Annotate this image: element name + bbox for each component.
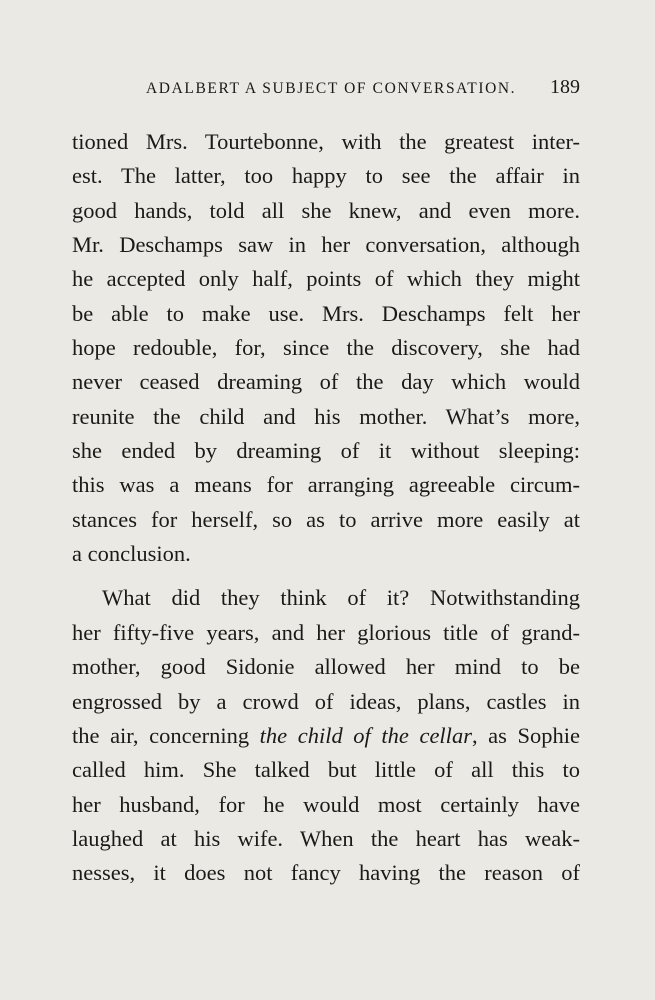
text-line: be able to make use. Mrs. Deschamps felt her <box>72 300 580 326</box>
body-text <box>72 125 580 891</box>
text-line: tioned Mrs. Tourtebonne, with the greatest inter- <box>72 129 580 154</box>
text-line: he accepted only half, points of which they might <box>72 266 580 292</box>
text-line: never ceased dreaming of the day which would <box>72 369 580 395</box>
text-line: she ended by dreaming of it without sleeping: <box>72 438 580 464</box>
italic-phrase: the child of the cellar <box>259 722 472 748</box>
text-line: reunite the child and his mother. What’s more, <box>72 403 580 429</box>
text-line: What did they think of it? Notwithstanding <box>102 585 580 611</box>
paragraph-1 <box>72 125 580 571</box>
text-line: a conclusion. <box>72 541 191 567</box>
text-line: called him. She talked but little of all this to <box>72 757 580 783</box>
text-line: stances for herself, so as to arrive more easily at <box>72 506 580 532</box>
text-line: her husband, for he would most certainly have <box>72 791 580 817</box>
paragraph-2 <box>72 581 580 890</box>
text-line: mother, good Sidonie allowed her mind to be <box>72 654 580 680</box>
text-line: laughed at his wife. When the heart has weak- <box>72 825 580 851</box>
text-line: good hands, told all she knew, and even more. <box>72 197 580 223</box>
text-line: nesses, it does not fancy having the reason of <box>72 860 580 886</box>
text-line: this was a means for arranging agreeable circum- <box>72 472 580 498</box>
running-head <box>146 76 580 104</box>
text-line: engrossed by a crowd of ideas, plans, castles in <box>72 688 580 714</box>
text-run: , as Sophie <box>471 722 580 748</box>
paragraph-gap <box>72 571 580 581</box>
running-title: ADALBERT A SUBJECT OF CONVERSATION. <box>146 80 517 97</box>
text-line: Mr. Deschamps saw in her conversation, although <box>72 232 580 258</box>
text-run: the air, concerning <box>72 722 260 748</box>
text-line-with-italic <box>72 719 580 753</box>
page-number: 189 <box>550 76 580 98</box>
text-line: her fifty-five years, and her glorious title of grand- <box>72 619 580 645</box>
text-line: est. The latter, too happy to see the affair in <box>72 163 580 189</box>
text-line: hope redouble, for, since the discovery, she had <box>72 335 580 361</box>
